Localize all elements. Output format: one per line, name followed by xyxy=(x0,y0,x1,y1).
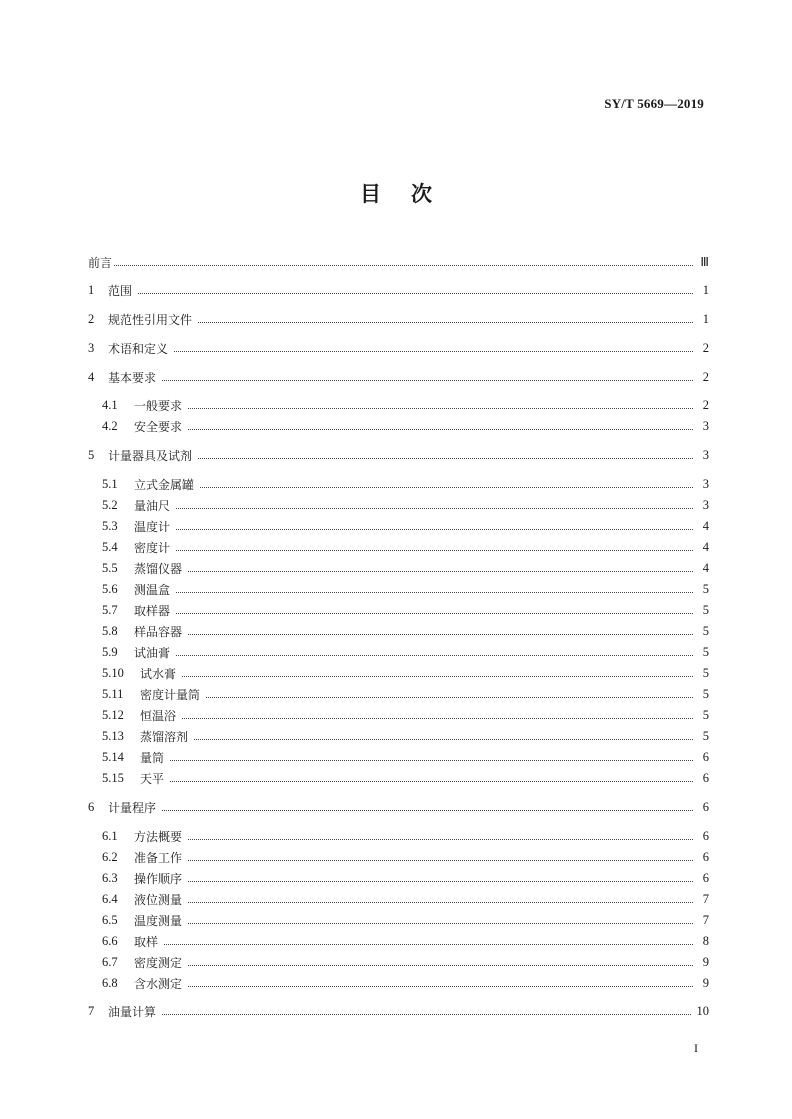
toc-entry[interactable] xyxy=(88,601,709,619)
toc-leader-dots xyxy=(176,494,693,509)
toc-entry-page: 1 xyxy=(702,282,709,297)
toc-entry-label: 准备工作 xyxy=(134,850,183,865)
toc-entry-page: 7 xyxy=(702,891,709,906)
toc-leader-dots xyxy=(188,557,693,572)
toc-entry-page: 4 xyxy=(702,560,709,575)
toc-entry-page: 4 xyxy=(702,518,709,533)
toc-entry-page: 5 xyxy=(702,728,709,743)
toc-entry-number: 5.7 xyxy=(102,602,118,617)
toc-leader-dots xyxy=(176,578,693,593)
toc-leader-dots xyxy=(188,846,693,861)
toc-entry[interactable] xyxy=(88,475,709,493)
toc-entry-number: 2 xyxy=(88,311,95,326)
toc-entry[interactable] xyxy=(88,727,709,745)
toc-leader-dots xyxy=(170,767,693,782)
toc-entry-label: 蒸馏仪器 xyxy=(134,561,183,576)
toc-leader-dots xyxy=(188,394,693,409)
toc-entry[interactable] xyxy=(88,827,709,845)
toc-entry-page: 8 xyxy=(702,933,709,948)
toc-leader-dots xyxy=(162,796,693,811)
standard-code: SY/T 5669—2019 xyxy=(604,96,704,111)
toc-leader-dots xyxy=(188,867,693,882)
toc-entry-number: 5.4 xyxy=(102,539,118,554)
toc-leader-dots xyxy=(162,366,693,381)
toc-entry-number: 6.6 xyxy=(102,933,118,948)
toc-leader-dots xyxy=(176,536,693,551)
toc-entry-page: 3 xyxy=(702,497,709,512)
toc-entry[interactable] xyxy=(88,538,709,556)
toc-entry-label: 含水测定 xyxy=(134,976,183,991)
toc-entry-page: 2 xyxy=(702,340,709,355)
toc-entry-label: 操作顺序 xyxy=(134,871,183,886)
toc-entry-number: 5.1 xyxy=(102,476,118,491)
toc-entry-label: 油量计算 xyxy=(108,1004,157,1019)
toc-entry-number: 4.1 xyxy=(102,397,118,412)
toc-entry-number: 5.2 xyxy=(102,497,118,512)
toc-leader-dots xyxy=(182,704,693,719)
toc-entry[interactable] xyxy=(88,706,709,724)
toc-entry-label: 基本要求 xyxy=(108,370,157,385)
toc-leader-dots xyxy=(198,444,693,459)
toc-entry-number: 7 xyxy=(88,1003,95,1018)
toc-entry-number: 5.6 xyxy=(102,581,118,596)
toc-entry-number: 6.7 xyxy=(102,954,118,969)
toc-entry-number: 5.5 xyxy=(102,560,118,575)
toc-entry-label: 量筒 xyxy=(140,750,165,765)
toc-entry-page: 3 xyxy=(702,476,709,491)
toc-entry-number: 6.1 xyxy=(102,828,118,843)
toc-entry[interactable] xyxy=(88,748,709,766)
toc-entry[interactable] xyxy=(88,769,709,787)
toc-entry-number: 6 xyxy=(88,799,95,814)
toc-entry-label: 温度测量 xyxy=(134,913,183,928)
toc-entry-page: 5 xyxy=(702,644,709,659)
toc-entry[interactable] xyxy=(88,664,709,682)
toc-leader-dots xyxy=(176,515,693,530)
toc-entry-number: 1 xyxy=(88,282,95,297)
toc-leader-dots xyxy=(200,473,693,488)
toc-entry-page: 6 xyxy=(702,870,709,885)
toc-entry-page: 2 xyxy=(702,369,709,384)
toc-entry-page: 5 xyxy=(702,665,709,680)
toc-entry[interactable] xyxy=(88,253,709,271)
toc-leader-dots xyxy=(188,825,693,840)
title-glyph-1: 目 xyxy=(360,182,381,206)
toc-entry-label: 密度计 xyxy=(134,540,171,555)
toc-entry-page: 3 xyxy=(702,447,709,462)
toc-entry-page: 5 xyxy=(702,602,709,617)
toc-entry-page: 6 xyxy=(702,828,709,843)
table-of-contents xyxy=(88,0,709,1119)
toc-entry-number: 6.5 xyxy=(102,912,118,927)
toc-entry[interactable] xyxy=(88,1002,709,1020)
title-glyph-2: 次 xyxy=(411,182,432,206)
toc-entry-label: 密度计量筒 xyxy=(140,687,201,702)
toc-entry-label: 恒温浴 xyxy=(140,708,177,723)
toc-leader-dots xyxy=(138,279,693,294)
toc-entry-number: 5.3 xyxy=(102,518,118,533)
toc-entry[interactable] xyxy=(88,310,709,328)
toc-entry[interactable] xyxy=(88,517,709,535)
toc-entry[interactable] xyxy=(88,974,709,992)
toc-entry-label: 规范性引用文件 xyxy=(108,312,193,327)
toc-entry-label: 蒸馏溶剂 xyxy=(140,729,189,744)
toc-entry-label: 前言 xyxy=(88,255,113,270)
toc-entry[interactable] xyxy=(88,396,709,414)
toc-leader-dots xyxy=(188,888,693,903)
toc-entry-label: 计量器具及试剂 xyxy=(108,448,193,463)
toc-entry-page: 6 xyxy=(702,770,709,785)
toc-entry-label: 安全要求 xyxy=(134,419,183,434)
toc-entry-number: 5.11 xyxy=(102,686,124,701)
toc-entry[interactable] xyxy=(88,685,709,703)
toc-entry[interactable] xyxy=(88,622,709,640)
toc-entry[interactable] xyxy=(88,932,709,950)
toc-entry-number: 6.4 xyxy=(102,891,118,906)
toc-entry-number: 3 xyxy=(88,340,95,355)
toc-entry-number: 5.14 xyxy=(102,749,124,764)
toc-entry[interactable] xyxy=(88,953,709,971)
toc-entry-page: 7 xyxy=(702,912,709,927)
toc-entry-label: 试油膏 xyxy=(134,645,171,660)
toc-entry-number: 5.12 xyxy=(102,707,124,722)
toc-entry-label: 范围 xyxy=(108,283,133,298)
toc-entry-page: 5 xyxy=(702,623,709,638)
toc-entry-number: 5.13 xyxy=(102,728,124,743)
toc-entry[interactable] xyxy=(88,339,709,357)
toc-entry-label: 术语和定义 xyxy=(108,341,169,356)
toc-entry-page: 10 xyxy=(696,1003,709,1018)
toc-entry-number: 6.8 xyxy=(102,975,118,990)
toc-leader-dots xyxy=(198,308,693,323)
toc-leader-dots xyxy=(206,683,693,698)
toc-leader-dots xyxy=(176,599,693,614)
toc-entry-page: 6 xyxy=(702,749,709,764)
toc-leader-dots xyxy=(176,641,693,656)
toc-entry-page: 3 xyxy=(702,418,709,433)
toc-entry-number: 5.10 xyxy=(102,665,124,680)
toc-leader-dots xyxy=(114,251,693,266)
toc-entry-page: 6 xyxy=(702,849,709,864)
toc-leader-dots xyxy=(188,620,693,635)
toc-entry-page: 5 xyxy=(702,581,709,596)
toc-entry-label: 立式金属罐 xyxy=(134,477,195,492)
toc-entry-label: 密度测定 xyxy=(134,955,183,970)
toc-entry-number: 6.2 xyxy=(102,849,118,864)
toc-leader-dots xyxy=(174,337,693,352)
toc-entry-page: 5 xyxy=(702,686,709,701)
toc-entry[interactable] xyxy=(88,559,709,577)
toc-entry-label: 取样 xyxy=(134,934,159,949)
toc-leader-dots xyxy=(188,951,693,966)
page-number: I xyxy=(694,1041,698,1055)
toc-entry-label: 计量程序 xyxy=(108,800,157,815)
toc-entry[interactable] xyxy=(88,281,709,299)
toc-leader-dots xyxy=(164,930,693,945)
toc-entry-page: 4 xyxy=(702,539,709,554)
toc-leader-dots xyxy=(188,415,693,430)
toc-entry-page: 1 xyxy=(702,311,709,326)
toc-entry-page: 6 xyxy=(702,799,709,814)
toc-entry[interactable] xyxy=(88,417,709,435)
toc-entry[interactable] xyxy=(88,890,709,908)
toc-entry[interactable] xyxy=(88,368,709,386)
toc-entry-page: 5 xyxy=(702,707,709,722)
toc-entry-number: 4 xyxy=(88,369,95,384)
toc-entry-label: 试水膏 xyxy=(140,666,177,681)
toc-entry-label: 一般要求 xyxy=(134,398,183,413)
toc-entry-page: 9 xyxy=(702,975,709,990)
toc-leader-dots xyxy=(194,725,693,740)
toc-entry-label: 温度计 xyxy=(134,519,171,534)
toc-entry[interactable] xyxy=(88,446,709,464)
toc-leader-dots xyxy=(188,909,693,924)
toc-leader-dots xyxy=(170,746,693,761)
toc-entry-label: 量油尺 xyxy=(134,498,171,513)
toc-entry-label: 取样器 xyxy=(134,603,171,618)
toc-entry-number: 5 xyxy=(88,447,95,462)
toc-entry-number: 5.9 xyxy=(102,644,118,659)
toc-entry[interactable] xyxy=(88,798,709,816)
toc-entry[interactable] xyxy=(88,643,709,661)
toc-leader-dots xyxy=(188,972,693,987)
toc-entry[interactable] xyxy=(88,496,709,514)
toc-entry-number: 6.3 xyxy=(102,870,118,885)
toc-entry-page: Ⅲ xyxy=(700,255,709,269)
toc-entry-page: 2 xyxy=(702,397,709,412)
toc-leader-dots xyxy=(182,662,693,677)
toc-leader-dots xyxy=(162,1000,690,1015)
toc-entry[interactable] xyxy=(88,848,709,866)
toc-entry-number: 5.8 xyxy=(102,623,118,638)
toc-entry-page: 9 xyxy=(702,954,709,969)
toc-entry-label: 测温盒 xyxy=(134,582,171,597)
toc-entry[interactable] xyxy=(88,869,709,887)
toc-entry-label: 天平 xyxy=(140,771,165,786)
toc-entry-label: 方法概要 xyxy=(134,829,183,844)
toc-entry-number: 4.2 xyxy=(102,418,118,433)
toc-entry[interactable] xyxy=(88,911,709,929)
toc-entry-label: 液位测量 xyxy=(134,892,183,907)
toc-entry-label: 样品容器 xyxy=(134,624,183,639)
toc-entry[interactable] xyxy=(88,580,709,598)
toc-entry-number: 5.15 xyxy=(102,770,124,785)
